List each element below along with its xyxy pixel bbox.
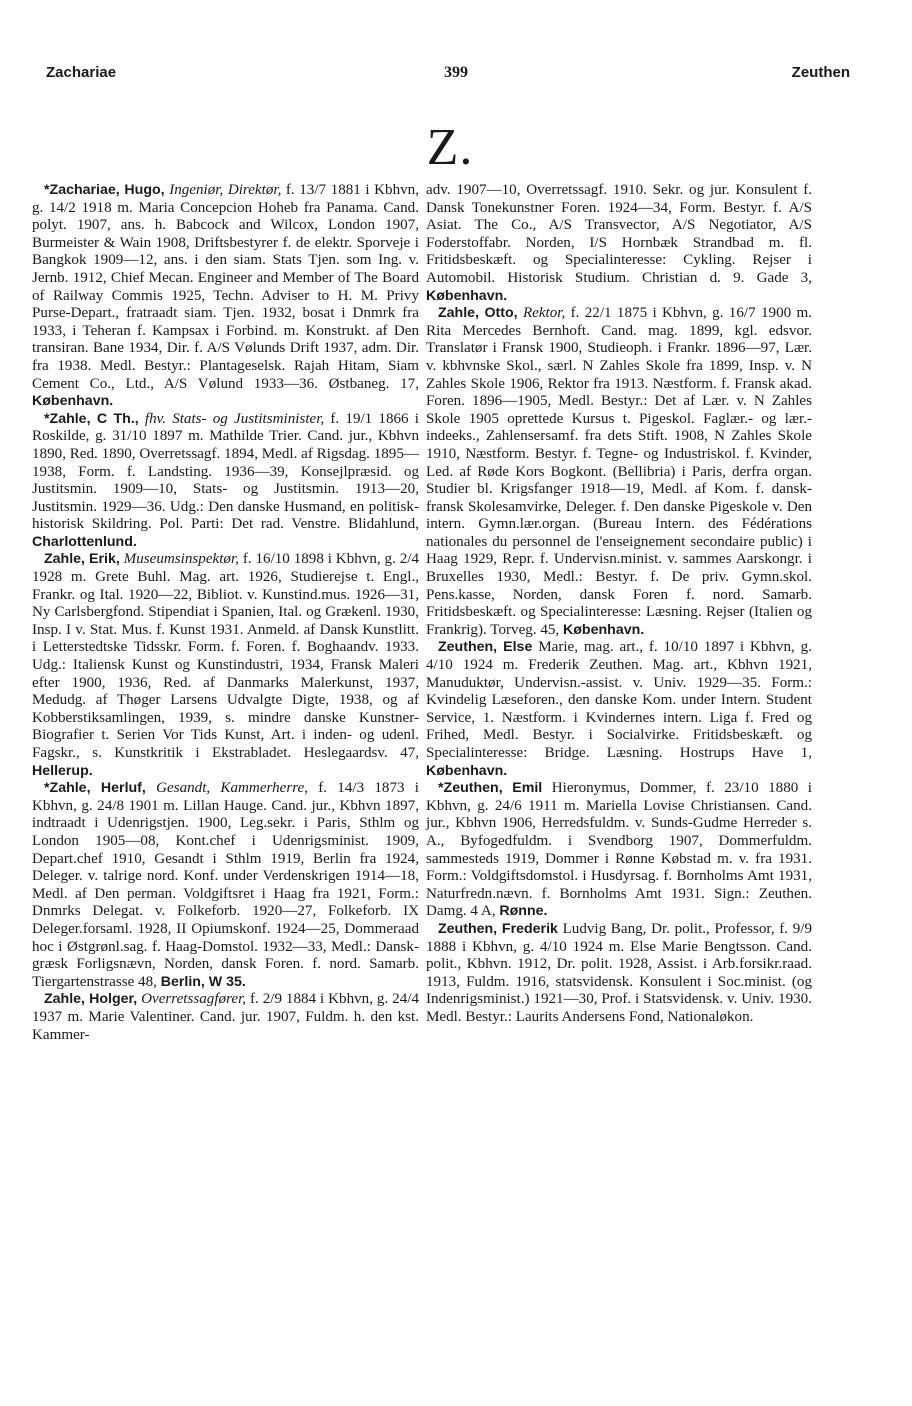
entry-body: f. 14/3 1873 i Kbhvn, g. 24/8 1901 m. Lillan Hauge. Cand. jur., Kbhvn 1897, indtraadt i Udenrigstjen. 1900, Leg.sekr. i Paris, Sthlm og London 1905—08, Kont.chef i Udenrigsminist. 1909, Depart.chef 1910, Gesandt i Sthlm 1919, Berlin fra 1924, Deleger. v. talrige nord. Konf. under Verdenskrigen 1914—18, Medl. af Den perman. Voldgiftsret i Haag fra 1921, Form.: Dnmrks Delegat. v. Folkeforb. 1920—27, Folkeforb. IX Deleger.forsaml. 1928, II Opiumskonf. 1924—25, Dommeraad hoc i Østgrønl.sag. f. Haag-Domstol. 1932—33, Medl.: Dansk-græsk Forligsnævn, Norden, dansk Foren. f. nord. Samarb. Tiergartenstrasse 48, bbox=[32, 780, 419, 990]
section-letter: Z. bbox=[426, 119, 474, 176]
entry bbox=[32, 991, 419, 1044]
entry-name: Zeuthen, Else bbox=[438, 639, 533, 656]
entry-body: f. 16/10 1898 i Kbhvn, g. 2/4 1928 m. Grete Buhl. Mag. art. 1926, Studierejse t. Engl., Frankr. og Ital. 1920—22, Bibliot. v. Kunstind.mus. 1926—31, Ny Carlsbergfond. Stipendiat i Spanien, Ital. og Grækenl. 1930, Insp. I v. Stat. Mus. f. Kunst 1931. Anmeld. af Dansk Kunstlitt. i Letterstedtske Tidsskr. Form. f. Foren. f. Boghaandv. 1933. Udg.: Italiensk Kunst og Kunstindustri, 1934, Fransk Maleri efter 1900, 1936, Red. af Danmarks Malerkunst, 1937, Medudg. af Thøger Larsens Udvalgte Digte, 1938, og af Kobberstiksamlingen, 1939, s. mindre danske Kunstner-Biografier t. Serien Vor Tids Kunst, Art. i inden- og udenl. Fagskr., s. Kunstkritik i Ekstrabladet. Heslegaardsv. 47, bbox=[32, 551, 419, 761]
page-number: 399 bbox=[444, 64, 468, 81]
entry-name: Zahle, Otto, bbox=[438, 305, 518, 322]
entry-body: f. 19/1 1866 i Roskilde, g. 31/10 1897 m. Mathilde Trier. Cand. jur., Kbhvn 1890, Red. 1890, Overretssagf. 1894, Medl. af Rigsdag. 1895—1938, Form. f. Landsting. 1936—39, Konsejlpræsid. og Justitsmin. 1909—10, Stats- og Justitsmin. 1913—20, Justitsmin. 1929—36. Udg.: Den danske Husmand, en politisk-historisk Skildring. Pol. Parti: Det rad. Venstre. Blidahlund, bbox=[32, 410, 419, 533]
entry bbox=[32, 411, 419, 552]
left-column bbox=[32, 182, 419, 1044]
entry bbox=[32, 551, 419, 780]
entry-title: Gesandt, Kammerherre, bbox=[156, 780, 309, 797]
entry-body: f. 22/1 1875 i Kbhvn, g. 16/7 1900 m. Rita Mercedes Bernhoft. Cand. mag. 1899, kgl. edsvor. Translatør i Fransk 1900, Studieoph. i Frankr. 1896—97, Lær. v. kbhvnske Skol., særl. N Zahles Skole fra 1899, Insp. v. N Zahles Skole 1906, Rektor fra 1913. Næstform. f. Fransk akad. Foren. 1896—1905, Medl. Bestyr.: Det af Lær. v. N Zahles Skole 1905 oprettede Kursus t. Pigeskol. Faglær.- og lær.-indeeks., Zahlensersamf. fra dets Stift. 1908, N Zahles Skole 1910, Næstform. Bestyr. f. Tegne- og Industriskol. f. Kvinder, Led. af Røde Kors Bogkont. (Bellibria) i Paris, derfra organ. Studier bl. Krigsfanger 1918—19, Medl. af Kom. f. dansk-fransk Skolesamvirke, Deleger. f. Den danske Pigeskole v. Den intern. Gymn.lær.organ. (Bureau Intern. des Fédérations nationales du personnel de l'enseignement secondaire public) i Haag 1929, Repr. f. Undervisn.minist. v. sammes Aarskongr. i Bruxelles 1930, Medl.: Bestyr. f. De priv. Gymn.skol. Pens.kasse, Norden, dansk Foren f. nord. Samarb. Fritidsbeskæft. og Specialinteresse: Læsning. Rejser (Italien og Frankrig). Torveg. 45, bbox=[426, 305, 813, 638]
entry-city: København. bbox=[563, 621, 645, 638]
entry-title: Ingeniør, Direktør, bbox=[169, 182, 282, 198]
entry-city: Charlottenlund. bbox=[32, 533, 137, 550]
entry-name: *Zahle, C Th., bbox=[44, 410, 139, 427]
entry-name: Zeuthen, Frederik bbox=[438, 920, 558, 937]
entry-city: København. bbox=[32, 393, 114, 410]
entry-body: f. 2/9 1884 i Kbhvn, g. 24/4 1937 m. Marie Valentiner. Cand. jur. 1907, Fuldm. h. den kst. Kammer- bbox=[32, 991, 419, 1043]
entry-name: *Zeuthen, Emil bbox=[438, 780, 543, 797]
entry-body: f. 13/7 1881 i Kbhvn, g. 14/2 1918 m. Maria Concepcion Hoheb fra Panama. Cand. polyt. 1907, ans. h. Babcock and Wilcox, London 1907, Burmeister & Wain 1908, Driftsbestyrer f. de elektr. Sporveje i Bangkok 1909—12, ans. i den siam. Stats Tjen. som Ing. v. Jernb. 1912, Chief Mecan. Engineer and Member of The Board of Railway Commis 1925, Techn. Adviser to H. M. Privy Purse-Depart., fratraadt siam. Tjen. 1932, bosat i Dnmrk fra 1933, i Teheran f. Kampsax i Forbind. m. Konstrukt. af Den transiran. Bane 1934, Dir. f. A/S Vølunds Drift 1937, adm. Dir. fra 1938. Medl. Bestyr.: Plantageselsk. Rajah Hitam, Siam Cement Co., Ltd., A/S Vølund 1933—36. Østbaneg. 17, bbox=[32, 182, 419, 392]
right-column bbox=[426, 182, 812, 1027]
entry-body: adv. 1907—10, Overretssagf. 1910. Sekr. og jur. Konsulent f. Dansk Tonekunstner Foren. 1924—34, Form. Bestyr. f. A/S Asiat. The Co., A/S Transvector, A/S Negotiator, A/S Foderstoffabr. Norden, I/S Hornbæk Strandbad m. fl. Fritidsbeskæft. og Specialinteresse: Cykling. Rejser i Automobil. Historisk Studium. Christian d. 9. Gade 3, bbox=[426, 182, 812, 286]
entry-city: Berlin, W 35. bbox=[160, 973, 246, 990]
entry-body: Hieronymus, Dommer, f. 23/10 1880 i Kbhvn, g. 24/6 1911 m. Mariella Lovise Christiansen. Cand. jur., Kbhvn 1906, Herredsfuldm. v. Sunds-Gudme Herreder s. A., Byfogedfuldm. i Svendborg 1907, Dommerfuldm. sammesteds 1919, Dommer i Rønne Købstad m. v. fra 1931. Form.: Voldgiftsdomstol. i Husdyrsag. f. Bornholms Amt 1931, Naturfredn.nævn. f. Bornholms Amt 1931. Sign.: Zeuthen. Damg. 4 A, bbox=[426, 780, 812, 920]
entry-body: Ludvig Bang, Dr. polit., Professor, f. 9/9 1888 i Kbhvn, g. 4/10 1924 m. Else Marie Bengtsson. Cand. polit., Kbhvn. 1912, Dr. polit. 1928, Assist. i Arb.forsikr.raad. 1913, Fuldm. 1916, statsvidensk. Konsulent i Soc.minist. (og Indenrigsminist.) 1921—30, Prof. i Statsvidensk. v. Univ. 1930. Medl. Bestyr.: Laurits Andersens Fond, Nationaløkon. bbox=[426, 920, 812, 1025]
entry bbox=[426, 921, 812, 1027]
entry-name: *Zachariae, Hugo, bbox=[44, 182, 165, 198]
entry bbox=[426, 780, 812, 921]
entry-title: Overretssagfører, bbox=[141, 991, 247, 1008]
entry-title: Museumsinspektør, bbox=[123, 551, 239, 568]
entry bbox=[32, 182, 419, 411]
entry-name: Zahle, Erik, bbox=[44, 551, 120, 568]
entry bbox=[426, 639, 812, 780]
running-head-right: Zeuthen bbox=[791, 64, 850, 81]
entry-body: Marie, mag. art., f. 10/10 1897 i Kbhvn, g. 4/10 1924 m. Frederik Zeuthen. Mag. art., Kbhvn 1921, Manuduktør, Undervisn.-assist. v. Univ. 1929—35. Form.: Kvindelig Læseforen., den danske Kom. under Intern. Student Service, 1. Næstform. i Kvindernes intern. Liga f. Fred og Frihed, Medl. Bestyr. i Socialvirke. Fritidsbeskæft. og Specialinteresse: Bridge. Læsning. Hostrups Have 1, bbox=[426, 639, 812, 761]
entry-name: *Zahle, Herluf, bbox=[44, 780, 146, 797]
entry bbox=[32, 780, 419, 991]
entry-city: Rønne. bbox=[499, 903, 548, 920]
entry-name: Zahle, Holger, bbox=[44, 991, 138, 1008]
running-head-left: Zachariae bbox=[46, 64, 117, 81]
entry-city: København. bbox=[426, 762, 508, 779]
entry-title: Rektor, bbox=[522, 305, 566, 322]
entry-continuation bbox=[426, 182, 812, 305]
entry-city: København. bbox=[426, 287, 508, 304]
entry bbox=[426, 305, 812, 639]
entry-title: fhv. Stats- og Justitsminister, bbox=[144, 410, 325, 427]
entry-city: Hellerup. bbox=[32, 762, 93, 779]
